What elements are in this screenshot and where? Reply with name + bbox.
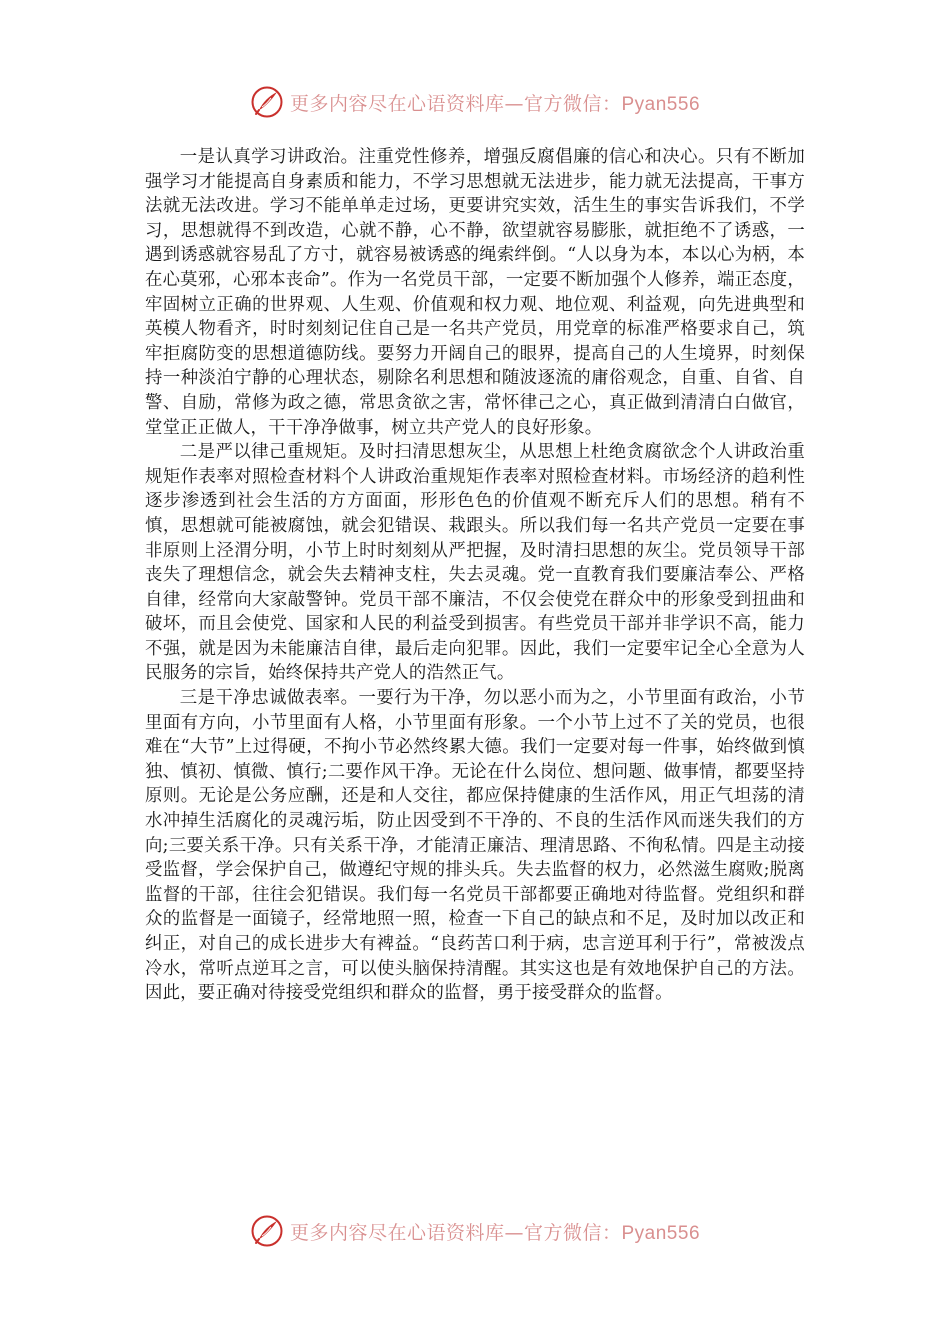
watermark-wechat-id: Pyan556 <box>621 93 701 115</box>
watermark-footer <box>0 1211 950 1251</box>
watermark-header <box>0 82 950 122</box>
document-body <box>145 145 805 1006</box>
paragraph-1: 一是认真学习讲政治。注重党性修养，增强反腐倡廉的信心和决心。只有不断加强学习才能提高自身素质和能力，不学习思想就无法进步，能力就无法提高，干事方法就无法改进。学习不能单单走过场，更要讲究实效，活生生的事实告诉我们，不学习，思想就得不到改造，心就不静，心不静，欲望就容易膨胀，就拒绝不了诱惑，一遇到诱惑就容易乱了方寸，就容易被诱惑的绳索绊倒。“人以身为本，本以心为柄，本在心莫邪，心邪本丧命”。作为一名党员干部，一定要不断加强个人修养，端正态度，牢固树立正确的世界观、人生观、价值观和权力观、地位观、利益观，向先进典型和英模人物看齐，时时刻刻记住自己是一名共产党员，用党章的标准严格要求自己，筑牢拒腐防变的思想道德防线。要努力开阔自己的眼界，提高自己的人生境界，时刻保持一种淡泊宁静的心理状态，剔除名利思想和随波逐流的庸俗观念，自重、自省、自警、自励，常修为政之德，常思贪欲之害，常怀律己之心，真正做到清清白白做官，堂堂正正做人，干干净净做事，树立共产党人的良好形象。 <box>145 147 805 438</box>
watermark-text: 更多内容尽在心语资料库—官方微信：Pyan556 <box>289 92 701 115</box>
paragraph-2: 二是严以律己重规矩。及时扫清思想灰尘，从思想上杜绝贪腐欲念个人讲政治重规矩作表率对照检查材料个人讲政治重规矩作表率对照检查材料。市场经济的趋利性逐步渗透到社会生活的方方面面，形形色色的价值观不断充斥人们的思想。稍有不慎，思想就可能被腐蚀，就会犯错误、栽跟头。所以我们每一名共产党员一定要在事非原则上泾渭分明，小节上时时刻刻从严把握，及时清扫思想的灰尘。党员领导干部丧失了理想信念，就会失去精神支柱，失去灵魂。党一直教育我们要廉洁奉公、严格自律，经常向大家敲警钟。党员干部不廉洁，不仅会使党在群众中的形象受到扭曲和破坏，而且会使党、国家和人民的利益受到损害。有些党员干部并非学识不高，能力不强，就是因为未能廉洁自律，最后走向犯罪。因此，我们一定要牢记全心全意为人民服务的宗旨，始终保持共产党人的浩然正气。 <box>145 442 805 684</box>
quill-pen-logo-icon <box>250 85 284 119</box>
quill-pen-logo-icon <box>250 1214 284 1248</box>
watermark-wechat-id: Pyan556 <box>621 1222 701 1244</box>
paragraph-3: 三是干净忠诚做表率。一要行为干净，勿以恶小而为之，小节里面有政治，小节里面有方向，小节里面有人格，小节里面有形象。一个小节上过不了关的党员，也很难在“大节”上过得硬，不拘小节必然终累大德。我们一定要对每一件事，始终做到慎独、慎初、慎微、慎行;二要作风干净。无论在什么岗位、想问题、做事情，都要坚持原则。无论是公务应酬，还是和人交往，都应保持健康的生活作风，用正气坦荡的清水冲掉生活腐化的灵魂污垢，防止因受到不干净的、不良的生活作风而迷失我们的方向;三要关系干净。只有关系干净，才能清正廉洁、理清思路、不徇私情。四是主动接受监督，学会保护自己，做遵纪守规的排头兵。失去监督的权力，必然滋生腐败;脱离监督的干部，往往会犯错误。我们每一名党员干部都要正确地对待监督。党组织和群众的监督是一面镜子，经常地照一照，检查一下自己的缺点和不足，及时加以改正和纠正，对自己的成长进步大有裨益。“良药苦口利于病，忠言逆耳利于行”，常被泼点冷水，常听点逆耳之言，可以使头脑保持清醒。其实这也是有效地保护自己的方法。因此，要正确对待接受党组织和群众的监督，勇于接受群众的监督。 <box>145 688 805 1004</box>
watermark-text: 更多内容尽在心语资料库—官方微信：Pyan556 <box>289 1221 701 1244</box>
